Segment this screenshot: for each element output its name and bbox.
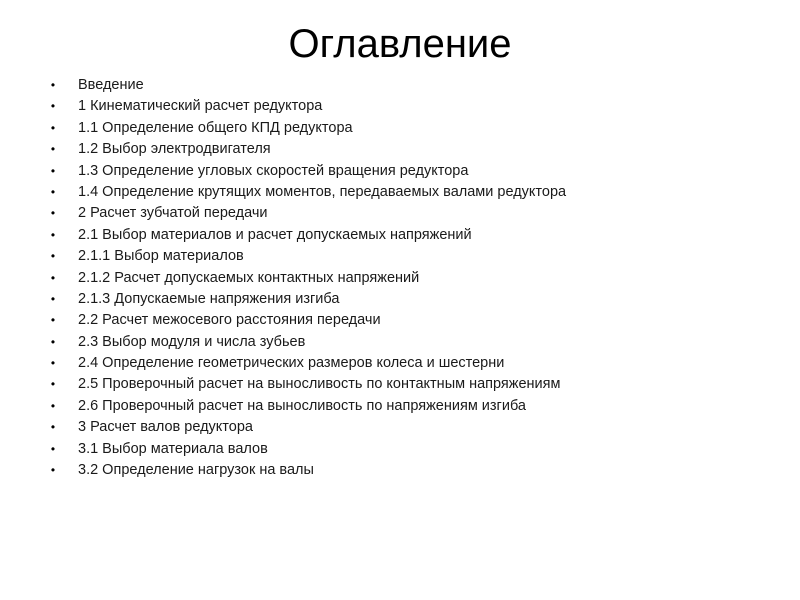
bullet-icon: •: [50, 184, 56, 199]
bullet-icon: •: [50, 270, 56, 285]
list-item: [48, 118, 768, 139]
list-item-text: 3 Расчет валов редуктора: [78, 419, 253, 436]
bullet-icon: •: [50, 441, 56, 456]
list-item-text: 1.3 Определение угловых скоростей вращения редуктора: [78, 162, 469, 179]
list-item-text: 3.2 Определение нагрузок на валы: [78, 462, 314, 479]
list-item-text: 2.3 Выбор модуля и числа зубьев: [78, 333, 306, 350]
list-item-text: 2.1.3 Допускаемые напряжения изгиба: [78, 290, 340, 307]
list-item: [48, 268, 768, 289]
bullet-icon: •: [50, 120, 56, 135]
bullet-icon: •: [50, 78, 56, 92]
bullet-icon: •: [50, 356, 56, 371]
list-item: [48, 417, 768, 438]
bullet-icon: •: [50, 291, 56, 306]
bullet-icon: •: [50, 463, 56, 478]
list-item: [48, 353, 768, 374]
bullet-icon: •: [50, 99, 56, 114]
bullet-icon: •: [50, 227, 56, 242]
list-item-text: 2 Расчет зубчатой передачи: [78, 205, 268, 222]
list-item-text: 3.1 Выбор материала валов: [78, 440, 268, 457]
bullet-icon: •: [50, 163, 56, 178]
list-item: [48, 289, 768, 310]
list-item: [48, 460, 768, 481]
list-item: [48, 225, 768, 246]
list-item: [48, 374, 768, 395]
bullet-icon: •: [50, 398, 56, 413]
list-item-text: 1 Кинематический расчет редуктора: [78, 98, 323, 115]
bullet-icon: •: [50, 377, 56, 392]
list-item-text: 2.5 Проверочный расчет на выносливость по контактным напряжениям: [78, 376, 561, 393]
list-item: [48, 246, 768, 267]
list-item-text: 1.4 Определение крутящих моментов, передаваемых валами редуктора: [78, 183, 567, 200]
list-item-text: Введение: [78, 77, 144, 93]
list-item: [48, 182, 768, 203]
list-item: [48, 96, 768, 117]
list-item: [48, 203, 768, 224]
list-item-text: 1.1 Определение общего КПД редуктора: [78, 119, 353, 136]
list-item: [48, 139, 768, 160]
list-item: [48, 161, 768, 182]
slide-title: Оглавление: [288, 22, 512, 66]
list-item-text: 2.1.1 Выбор материалов: [78, 248, 244, 265]
list-item: [48, 75, 768, 96]
bullet-icon: •: [50, 313, 56, 328]
list-item-text: 2.2 Расчет межосевого расстояния передачи: [78, 312, 381, 329]
list-item: [48, 396, 768, 417]
list-item-text: 1.2 Выбор электродвигателя: [78, 141, 271, 158]
list-item-text: 2.4 Определение геометрических размеров колеса и шестерни: [78, 355, 505, 372]
table-of-contents-list: [48, 75, 768, 481]
list-item: [48, 332, 768, 353]
bullet-icon: •: [50, 249, 56, 264]
list-item: [48, 439, 768, 460]
bullet-icon: •: [50, 334, 56, 349]
bullet-icon: •: [50, 206, 56, 221]
list-item-text: 2.1.2 Расчет допускаемых контактных напряжений: [78, 269, 420, 286]
list-item: [48, 310, 768, 331]
list-item-text: 2.6 Проверочный расчет на выносливость по напряжениям изгиба: [78, 397, 526, 414]
bullet-icon: •: [50, 420, 56, 435]
list-item-text: 2.1 Выбор материалов и расчет допускаемых напряжений: [78, 226, 472, 243]
bullet-icon: •: [50, 142, 56, 157]
